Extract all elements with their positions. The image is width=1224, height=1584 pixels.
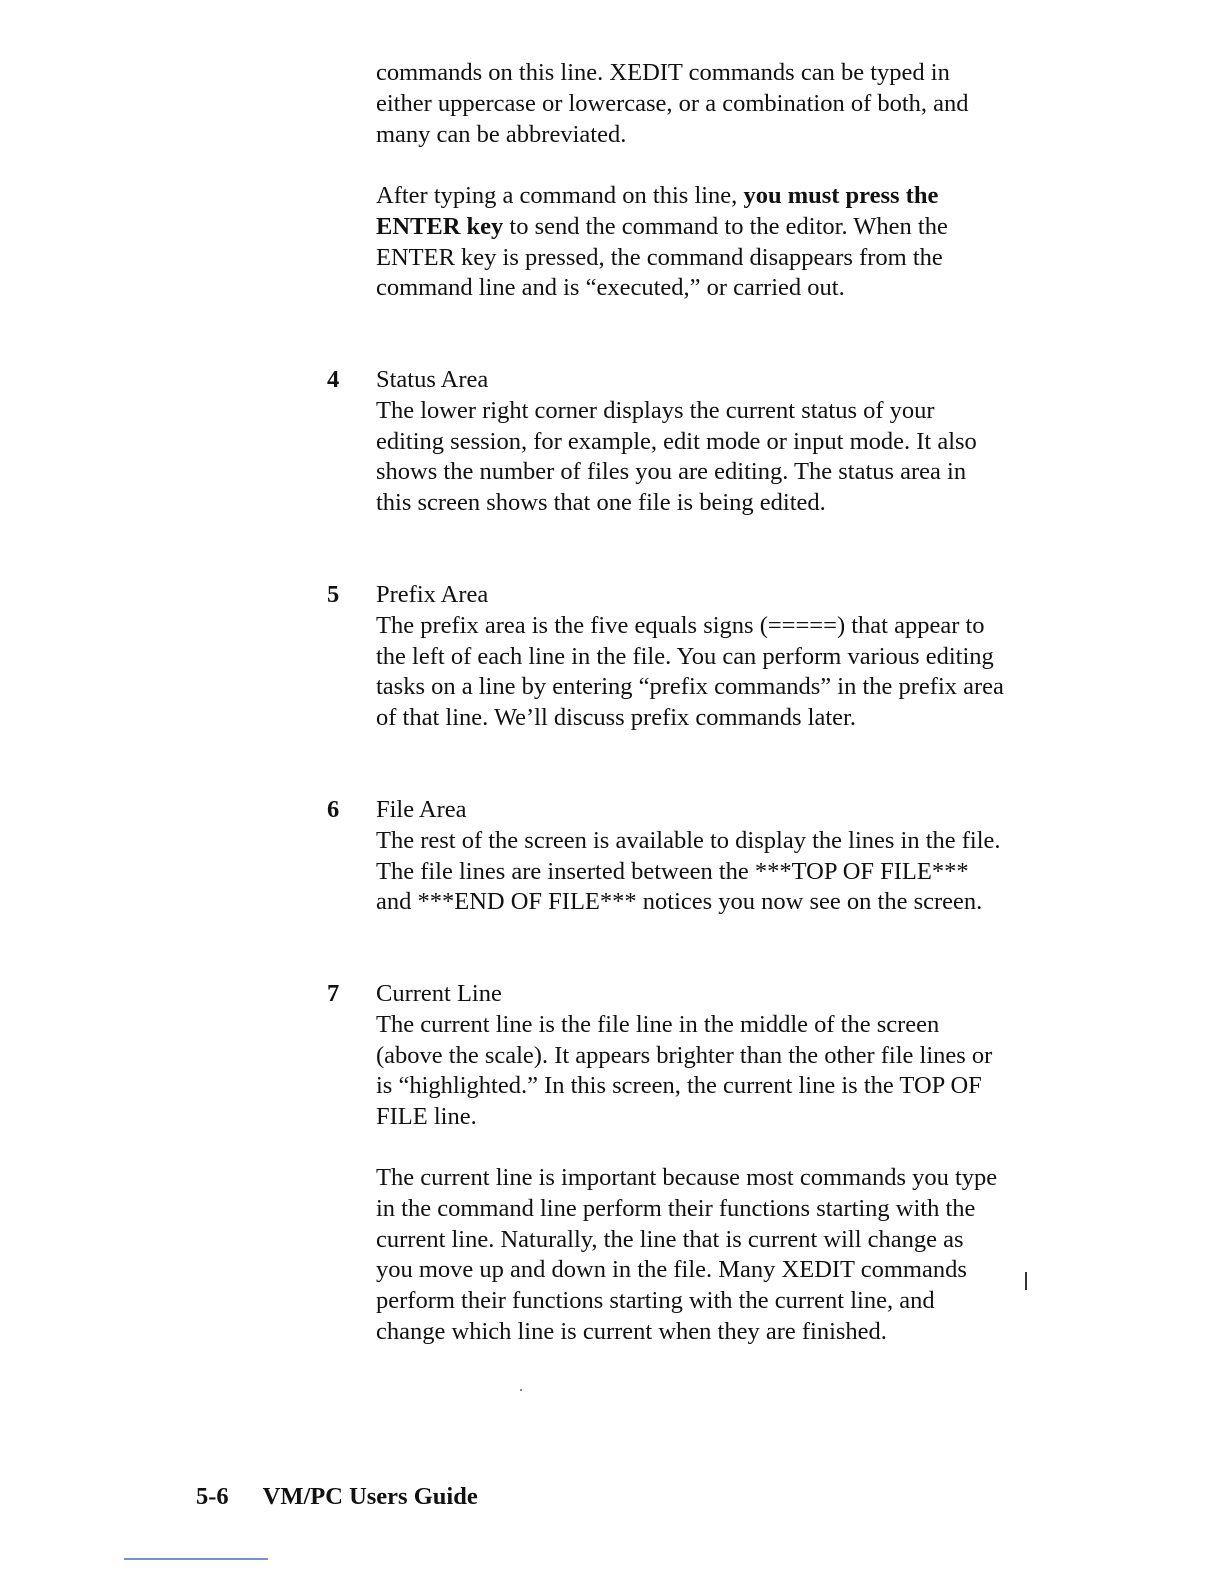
intro-p2-after: to send the command to the editor. When the ENTER key is pressed, the command disappears from the command line and is “executed,” or carried out. bbox=[376, 212, 948, 302]
item-number-4: 4 bbox=[327, 366, 340, 393]
item-text: The lower right corner displays the current status of your editing session, for example, edit mode or input mode. It also shows the number of files you are editing. The status area in this screen shows that one file is being edited. bbox=[376, 396, 977, 517]
item-text: The rest of the screen is available to display the lines in the file. The file lines are inserted between the ***TOP OF FILE*** and ***END OF FILE*** notices you now see on the screen. bbox=[376, 826, 1001, 916]
item-current-line-paragraph-2: The current line is important because most commands you type in the command line perform their functions starting with the current line. Naturally, the line that is current will change as you move up and down in the file. Many XEDIT commands perform their functions starting with the current line, and change which line is current when they are finished. bbox=[376, 1164, 998, 1345]
item-prefix-area bbox=[376, 580, 1006, 734]
intro-paragraph-1: commands on this line. XEDIT commands can be typed in either uppercase or lowercase, or a combination of both, and many can be abbreviated. bbox=[376, 59, 969, 148]
item-number-7: 7 bbox=[327, 980, 340, 1007]
intro-p2-emphasis: you must press the ENTER key bbox=[376, 182, 939, 240]
item-number-5: 5 bbox=[327, 581, 340, 608]
bottom-rule bbox=[124, 1558, 268, 1560]
intro-paragraph-2 bbox=[376, 181, 1006, 304]
item-title: Status Area bbox=[376, 366, 489, 393]
intro-p2-before: After typing a command on this line, bbox=[376, 182, 738, 209]
item-text: The prefix area is the five equals signs (=====) that appear to the left of each line in the file. You can perform various editing tasks on a line by entering “prefix commands” in the prefix area of that line. We’ll discuss prefix commands later. bbox=[376, 611, 1004, 732]
item-current-line bbox=[376, 979, 1006, 1133]
item-status-area bbox=[376, 365, 1006, 519]
revision-bar bbox=[1025, 1272, 1027, 1290]
item-text: The current line is the file line in the middle of the screen (above the scale). It appears brighter than the other file lines or is “highlighted.” In this screen, the current line is the TOP OF FILE line. bbox=[376, 1010, 993, 1131]
item-title: Current Line bbox=[376, 980, 502, 1007]
item-number-6: 6 bbox=[327, 796, 340, 823]
item-file-area bbox=[376, 795, 1006, 918]
footer-title: VM/PC Users Guide bbox=[262, 1483, 478, 1510]
item-title: File Area bbox=[376, 796, 467, 823]
footer-page-number: 5-6 bbox=[196, 1483, 229, 1510]
scan-speck bbox=[520, 1389, 522, 1391]
item-title: Prefix Area bbox=[376, 581, 489, 608]
page-footer bbox=[196, 1482, 478, 1512]
